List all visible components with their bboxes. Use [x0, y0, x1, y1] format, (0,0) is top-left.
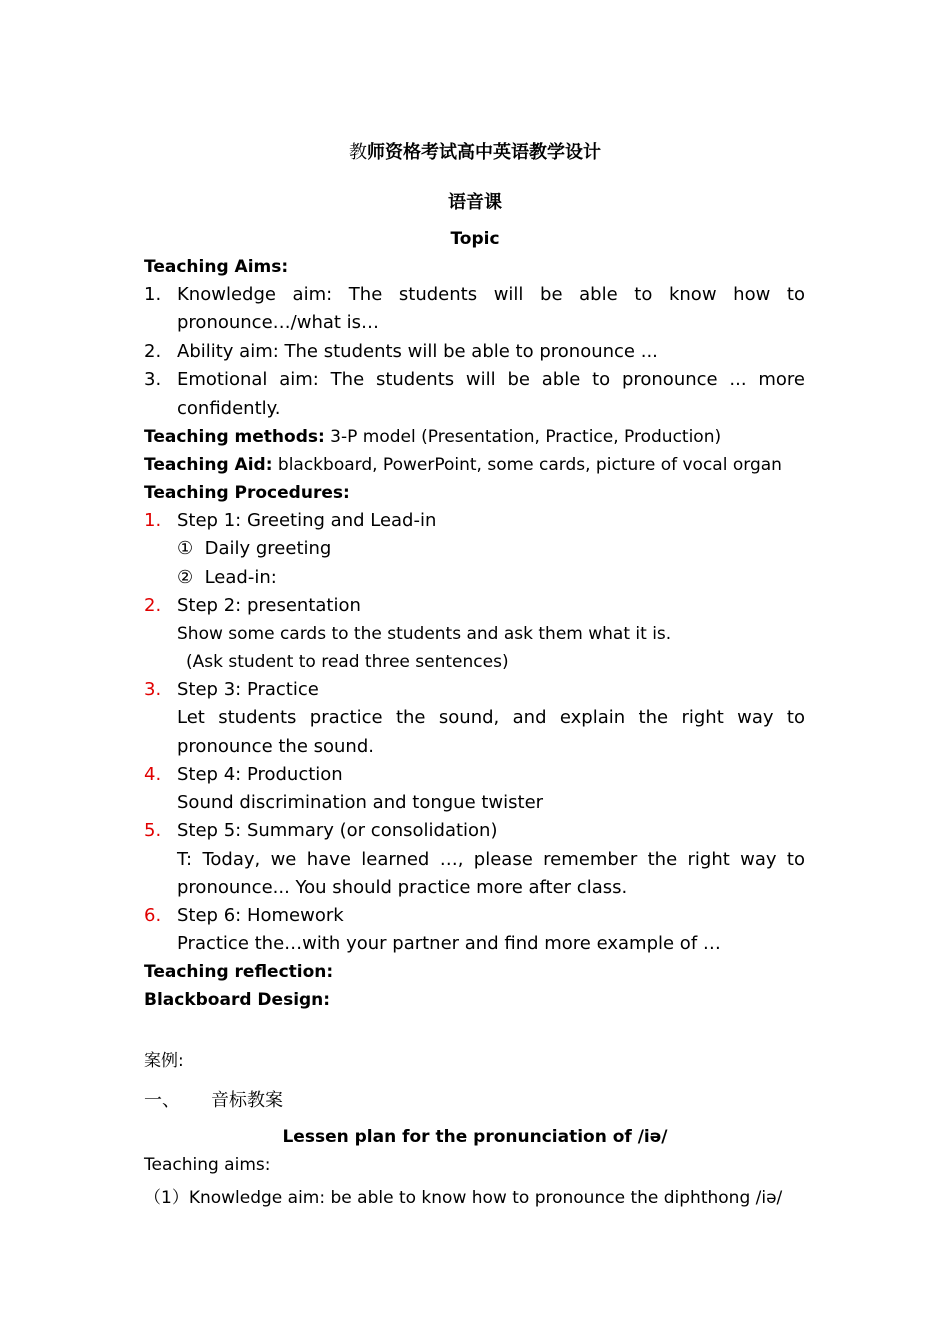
- subtitle: 语音课: [448, 192, 502, 213]
- sub-item-text: Daily greeting: [204, 538, 332, 559]
- step-3-detail: Let students practice the sound, and explain the right way to: [177, 707, 805, 728]
- step-1-sub-1: [177, 538, 331, 559]
- section-one: [144, 1086, 283, 1112]
- step-4-detail: Sound discrimination and tongue twister: [177, 792, 544, 813]
- step-2-detail: Show some cards to the students and ask them what it is.: [177, 624, 672, 644]
- step-title: Step 5: Summary (or consolidation): [177, 820, 498, 841]
- step-1-sub-2: [177, 567, 277, 588]
- aim-text-cont: pronounce…/what is…: [177, 312, 380, 333]
- circled-two-marker: ②: [177, 567, 194, 588]
- aim-number: 1.: [144, 284, 162, 305]
- reflection-heading: Teaching reflection:: [144, 962, 334, 982]
- step-number: 4.: [144, 764, 162, 785]
- step-title: Step 6: Homework: [177, 905, 344, 926]
- procedures-heading: Teaching Procedures:: [144, 483, 350, 503]
- step-number: 6.: [144, 905, 162, 926]
- blackboard-heading: Blackboard Design:: [144, 990, 331, 1010]
- step-title: Step 4: Production: [177, 764, 343, 785]
- aid-value: blackboard, PowerPoint, some cards, picture of vocal organ: [272, 455, 782, 475]
- step-6-detail: Practice the…with your partner and find more example of …: [177, 933, 721, 954]
- step-5-detail-cont: pronounce... You should practice more after class.: [177, 877, 628, 898]
- step-5-detail: T: Today, we have learned …, please remember the right way to: [177, 849, 805, 870]
- step-number: 1.: [144, 510, 162, 531]
- title-part1: 教: [349, 142, 367, 163]
- step-title: Step 1: Greeting and Lead-in: [177, 510, 437, 531]
- circled-one-marker: ①: [177, 538, 194, 559]
- step-number: 3.: [144, 679, 162, 700]
- step-number: 5.: [144, 820, 162, 841]
- title-part2: 师资格考试高中英语教学设计: [367, 142, 601, 163]
- aim-text: Ability aim: The students will be able to pronounce ...: [177, 341, 658, 362]
- aims-heading: Teaching Aims:: [144, 257, 289, 277]
- document-title: [0, 138, 950, 164]
- methods-value: 3-P model (Presentation, Practice, Production): [324, 427, 722, 447]
- aim-number: 2.: [144, 341, 162, 362]
- aim-text-cont: confidently.: [177, 398, 281, 419]
- sub-item-text: Lead-in:: [204, 567, 277, 588]
- teaching-methods: [144, 427, 721, 447]
- aim-text: Knowledge aim: The students will be able to know how to: [177, 284, 805, 305]
- methods-label: Teaching methods:: [144, 427, 325, 447]
- teaching-aid: [144, 455, 782, 475]
- section-title: 音标教案: [211, 1090, 283, 1111]
- section-marker: 一、: [144, 1090, 180, 1111]
- step-3-detail-cont: pronounce the sound.: [177, 736, 374, 757]
- aim-text: Emotional aim: The students will be able to pronounce ... more: [177, 369, 805, 390]
- lesson-aims-label: Teaching aims:: [144, 1155, 271, 1175]
- step-title: Step 3: Practice: [177, 679, 319, 700]
- lesson-title: Lessen plan for the pronunciation of /iə/: [282, 1127, 668, 1147]
- lesson-aim-1: （1）Knowledge aim: be able to know how to pronounce the diphthong /iə/: [144, 1188, 783, 1208]
- aim-number: 3.: [144, 369, 162, 390]
- aid-label: Teaching Aid:: [144, 455, 273, 475]
- topic-heading: Topic: [450, 229, 500, 249]
- step-number: 2.: [144, 595, 162, 616]
- example-label: 案例:: [144, 1051, 184, 1071]
- step-title: Step 2: presentation: [177, 595, 361, 616]
- step-2-note: (Ask student to read three sentences): [186, 652, 509, 672]
